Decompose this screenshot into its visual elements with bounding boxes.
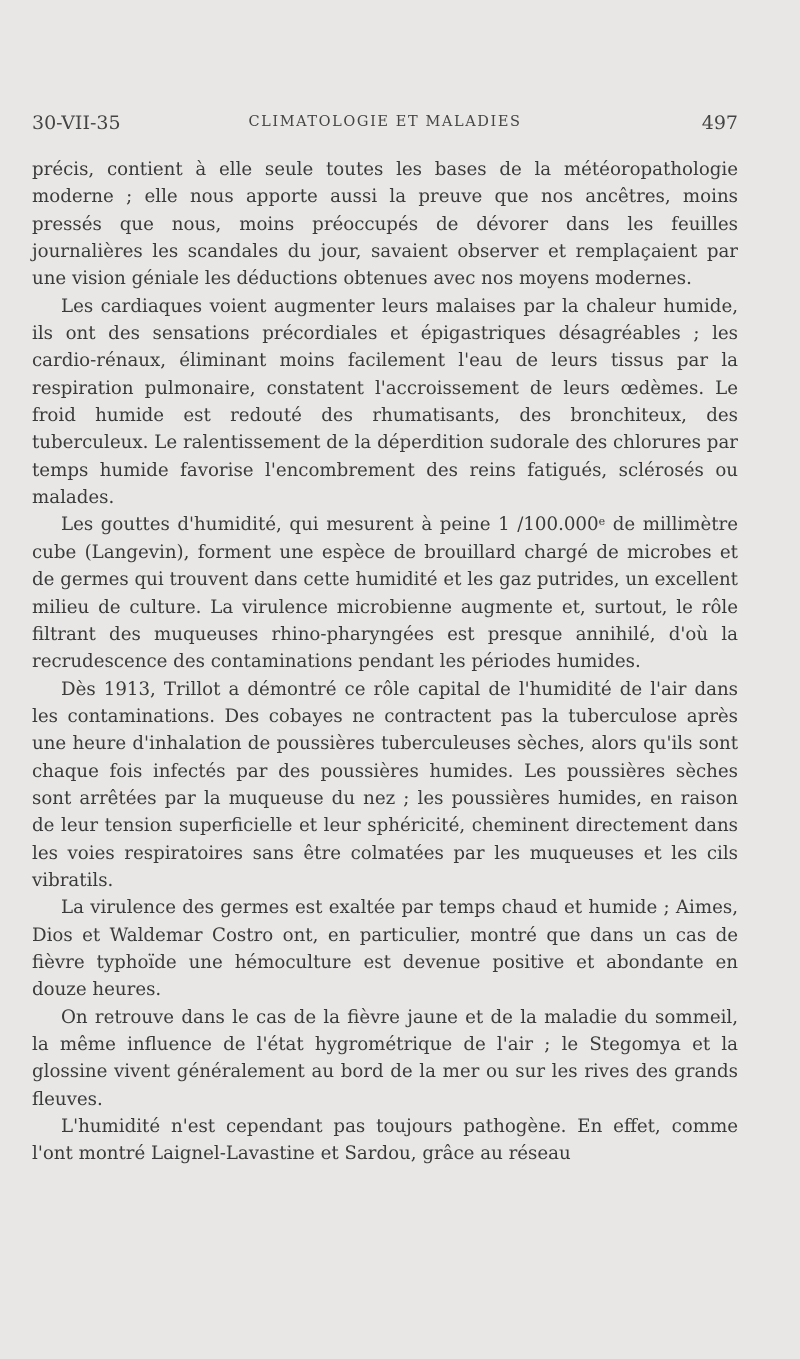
paragraph-3-end: de millimètre cube (Langevin), forment une espèce de brouillard chargé de microbes et de germes qui trouvent dans cette humidité et les gaz putrides, un excellent milieu de culture. La virulence microbienne augmente et, surtout, le rôle filtrant des muqueuses rhino-pharyngées est presque annihilé, d'où la recrudescence des contaminations pendant les périodes humides. xyxy=(32,514,738,673)
paragraph-4: Dès 1913, Trillot a démontré ce rôle capital de l'humidité de l'air dans les contaminations. Des cobayes ne contractent pas la tuberculose après une heure d'inhalation de poussières tuberculeuses sèches, alors qu'ils sont chaque fois infectés par des poussières humides. Les poussières sèches sont arrêtées par la muqueuse du nez ; les poussières humides, en raison de leur tension superficielle et leur sphéricité, cheminent directement dans les voies respiratoires sans être colmatées par les muqueuses et les cils vibratils. xyxy=(32,678,738,891)
paragraph-6: On retrouve dans le cas de la fièvre jaune et de la maladie du sommeil, la même influence de l'état hygrométrique de l'air ; le Stegomya et la glossine vivent généralement au bord de la mer ou sur les rives des grands fleuves. xyxy=(32,1006,738,1110)
header-date: 30-VII-35 xyxy=(32,112,121,134)
body-text xyxy=(32,156,738,1168)
header-title: CLIMATOLOGIE ET MALADIES xyxy=(248,114,522,130)
running-header xyxy=(32,112,738,144)
paragraph-7: L'humidité n'est cependant pas toujours pathogène. En effet, comme l'ont montré Laignel-Lavastine et Sardou, grâce au réseau xyxy=(32,1116,738,1165)
paragraph-3-start: Les gouttes d'humidité, qui mesurent à peine 1 /100.000 xyxy=(61,514,599,536)
paragraph-3 xyxy=(32,511,738,675)
paragraph-2: Les cardiaques voient augmenter leurs malaises par la chaleur humide, ils ont des sensations précordiales et épigastriques désagréables ; les cardio-rénaux, éliminant moins facilement l'eau de leurs tissus par la respiration pulmonaire, constatent l'accroissement de leurs œdèmes. Le froid humide est redouté des rhumatisants, des bronchiteux, des tuberculeux. Le ralentissement de la déperdition sudorale des chlorures par temps humide favorise l'encombrement des reins fatigués, sclérosés ou malades. xyxy=(32,295,738,509)
superscript-e: e xyxy=(598,515,606,529)
page-number: 497 xyxy=(701,112,738,134)
paragraph-5: La virulence des germes est exaltée par temps chaud et humide ; Aimes, Dios et Waldemar Costro ont, en particulier, montré que dans un cas de fièvre typhoïde une hémoculture est devenue positive et abondante en douze heures. xyxy=(32,897,738,1001)
paragraph-1: précis, contient à elle seule toutes les bases de la météoropathologie moderne ; elle nous apporte aussi la preuve que nos ancêtres, moins pressés que nous, moins préoccupés de dévorer dans les feuilles journalières les scandales du jour, savaient observer et remplaçaient par une vision géniale les déductions obtenues avec nos moyens modernes. xyxy=(32,159,738,290)
